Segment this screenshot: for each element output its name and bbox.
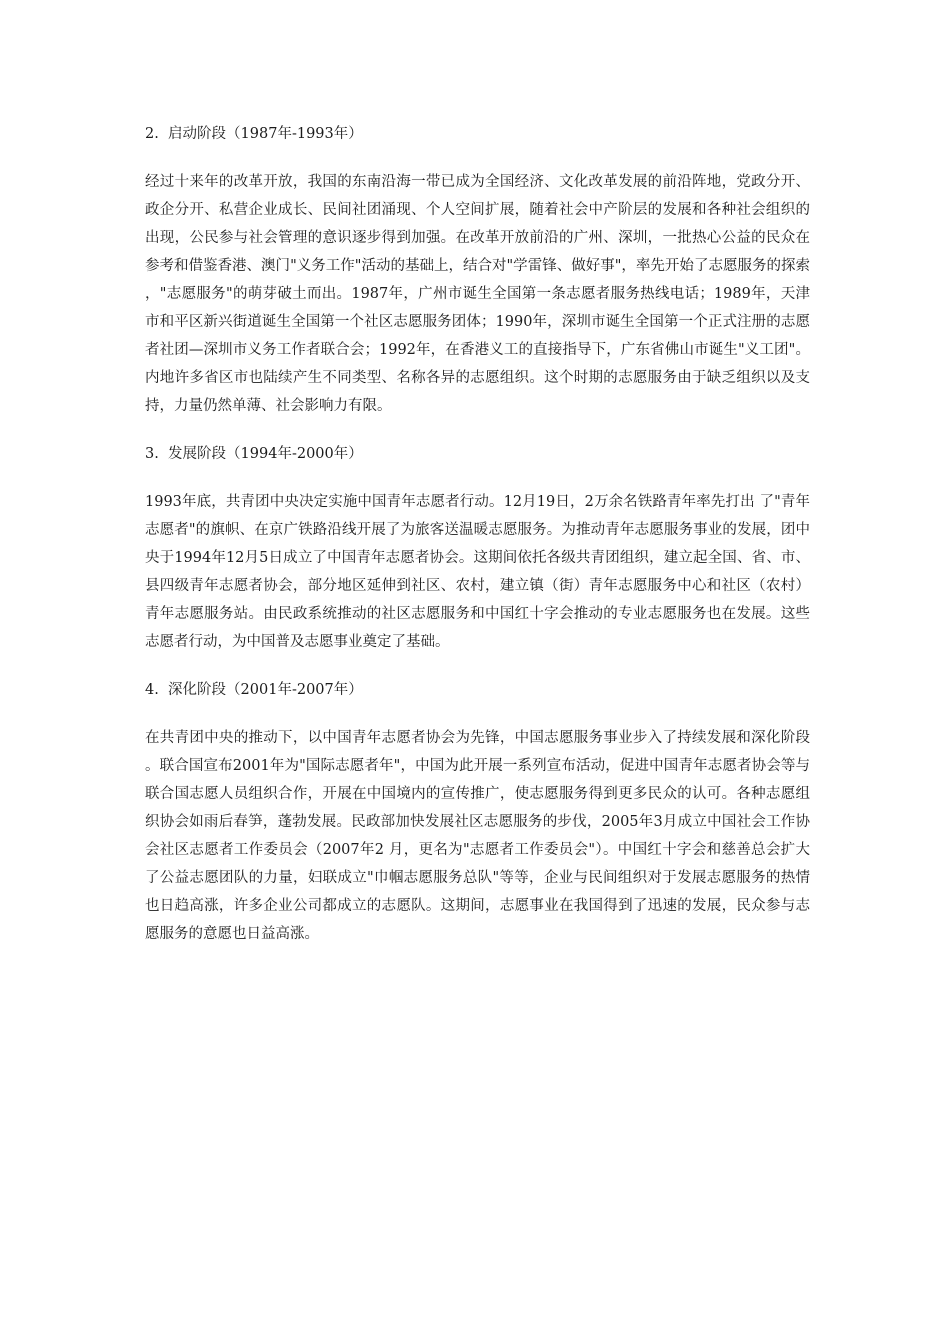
section-development-stage: [145, 440, 810, 656]
section-heading: 2. 启动阶段（1987年-1993年）: [145, 126, 363, 142]
section-paragraph: 在共青团中央的推动下，以中国青年志愿者协会为先锋，中国志愿服务事业步入了持续发展和深化阶段。联合国宣布2001年为"国际志愿者年"，中国为此开展一系列宣布活动，促进中国青年志愿者协会等与联合国志愿人员组织合作，开展在中国境内的宣传推广，使志愿服务得到更多民众的认可。各种志愿组织协会如雨后春笋，蓬勃发展。民政部加快发展社区志愿服务的步伐，2005年3月成立中国社会工作协会社区志愿者工作委员会（2007年2 月，更名为"志愿者工作委员会"）。中国红十字会和慈善总会扩大了公益志愿团队的力量，妇联成立"巾帼志愿服务总队"等等，企业与民间组织对于发展志愿服务的热情也日趋高涨，许多企业公司都成立的志愿队。这期间，志愿事业在我国得到了迅速的发展，民众参与志愿服务的意愿也日益高涨。: [145, 730, 810, 942]
document-body: [145, 120, 810, 968]
section-heading: 3. 发展阶段（1994年-2000年）: [145, 446, 363, 462]
section-paragraph: 1993年底，共青团中央决定实施中国青年志愿者行动。12月19日，2万余名铁路青年率先打出 了"青年志愿者"的旗帜、在京广铁路沿线开展了为旅客送温暖志愿服务。为推动青年志愿服务事业的发展，团中央于1994年12月5日成立了中国青年志愿者协会。这期间依托各级共青团组织，建立起全国、省、市、县四级青年志愿者协会，部分地区延伸到社区、农村，建立镇（街）青年志愿服务中心和社区（农村）青年志愿服务站。由民政系统推动的社区志愿服务和中国红十字会推动的专业志愿服务也在发展。这些志愿者行动，为中国普及志愿事业奠定了基础。: [145, 494, 810, 650]
section-deepening-stage: [145, 676, 810, 948]
section-paragraph: 经过十来年的改革开放，我国的东南沿海一带已成为全国经济、文化改革发展的前沿阵地，党政分开、政企分开、私营企业成长、民间社团涌现、个人空间扩展，随着社会中产阶层的发展和各种社会组织的出现，公民参与社会管理的意识逐步得到加强。在改革开放前沿的广州、深圳，一批热心公益的民众在参考和借鉴香港、澳门"义务工作"活动的基础上，结合对"学雷锋、做好事"，率先开始了志愿服务的探索，"志愿服务"的萌芽破土而出。1987年，广州市诞生全国第一条志愿者服务热线电话；1989年，天津市和平区新兴街道诞生全国第一个社区志愿服务团体；1990年，深圳市诞生全国第一个正式注册的志愿者社团—深圳市义务工作者联合会；1992年，在香港义工的直接指导下，广东省佛山市诞生"义工团"。内地许多省区市也陆续产生不同类型、名称各异的志愿组织。这个时期的志愿服务由于缺乏组织以及支持，力量仍然单薄、社会影响力有限。: [145, 174, 810, 414]
section-startup-stage: [145, 120, 810, 420]
section-heading: 4. 深化阶段（2001年-2007年）: [145, 682, 363, 698]
